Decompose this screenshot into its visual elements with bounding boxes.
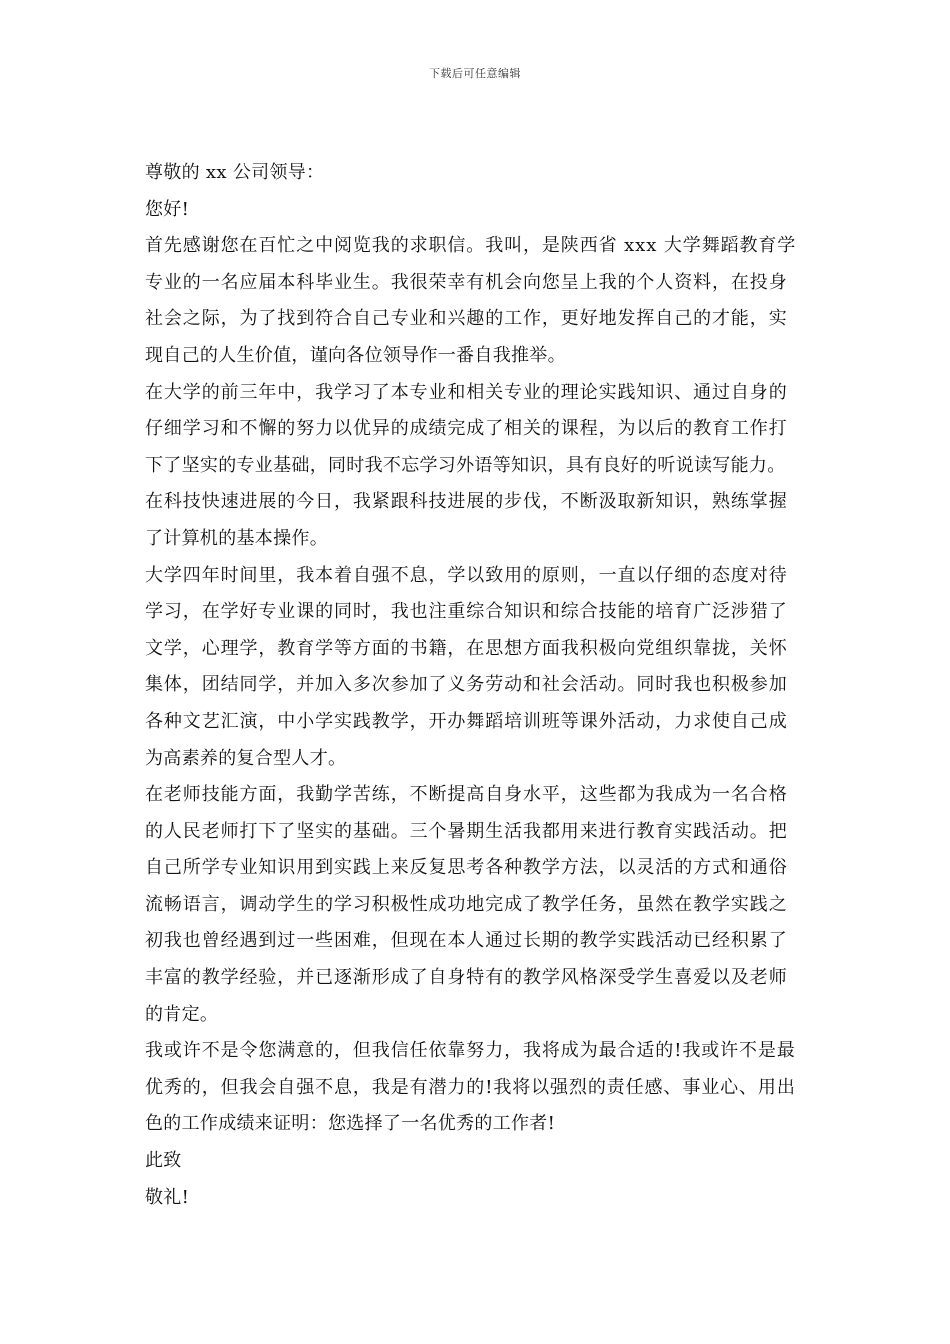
- paragraph-line: 在老师技能方面，我勤学苦练，不断提高自身水平，这些都为我成为一名合格: [145, 784, 788, 806]
- paragraph-line: 在科技快速进展的今日，我紧跟科技进展的步伐，不断汲取新知识，熟练掌握: [145, 491, 788, 513]
- paragraph-line: 自己所学专业知识用到实践上来反复思考各种教学方法，以灵活的方式和通俗: [145, 857, 788, 879]
- greeting: 您好!: [145, 198, 190, 220]
- letter-body: [145, 155, 825, 1216]
- paragraph-line: 为高素养的复合型人才。: [145, 747, 347, 769]
- paragraph-line: 流畅语言，调动学生的学习积极性成功地完成了教学任务，虽然在教学实践之: [145, 893, 788, 915]
- paragraph-line: 学习，在学好专业课的同时，我也注重综合知识和综合技能的培育广泛涉猎了: [145, 601, 788, 623]
- paragraph-intro: [145, 228, 825, 374]
- paragraph-conclusion: [145, 1033, 825, 1143]
- paragraph-line: 在大学的前三年中，我学习了本专业和相关专业的理论实践知识、通过自身的: [145, 381, 788, 403]
- closing: 此致: [145, 1150, 182, 1172]
- paragraph-line: 优秀的，但我会自强不息，我是有潜力的!我将以强烈的责任感、事业心、用出: [145, 1076, 796, 1098]
- paragraph-line: 了计算机的基本操作。: [145, 527, 328, 549]
- paragraph-line: 下了坚实的专业基础，同时我不忘学习外语等知识，具有良好的听说读写能力。: [145, 454, 786, 476]
- header-note: 下载后可任意编辑: [429, 67, 521, 80]
- paragraph-line: 社会之际，为了找到符合自己专业和兴趣的工作，更好地发挥自己的才能，实: [145, 308, 788, 330]
- paragraph-line: 首先感谢您在百忙之中阅览我的求职信。我叫，是陕西省 xxx 大学舞蹈教育学: [145, 235, 797, 257]
- paragraph-line: 现自己的人生价值，谨向各位领导作一番自我推举。: [145, 344, 566, 366]
- paragraph-line: 各种文艺汇演，中小学实践教学，开办舞蹈培训班等课外活动，力求使自己成: [145, 710, 788, 732]
- paragraph-line: 大学四年时间里，我本着自强不息，学以致用的原则，一直以仔细的态度对待: [145, 564, 788, 586]
- paragraph-line: 集体，团结同学，并加入多次参加了义务劳动和社会活动。同时我也积极参加: [145, 674, 788, 696]
- paragraph-line: 初我也曾经遇到过一些困难，但现在本人通过长期的教学实践活动已经积累了: [145, 930, 788, 952]
- paragraph-line: 专业的一名应届本科毕业生。我很荣幸有机会向您呈上我的个人资料，在投身: [145, 271, 788, 293]
- regards: 敬礼!: [145, 1186, 190, 1208]
- paragraph-line: 我或许不是令您满意的，但我信任依靠努力，我将成为最合适的!我或许不是最: [145, 1040, 796, 1062]
- paragraph-university-life: [145, 558, 825, 778]
- paragraph-line: 仔细学习和不懈的努力以优异的成绩完成了相关的课程，为以后的教育工作打: [145, 418, 788, 440]
- paragraph-studies: [145, 375, 825, 558]
- paragraph-teaching-skills: [145, 777, 825, 1033]
- paragraph-line: 文学，心理学，教育学等方面的书籍，在思想方面我积极向党组织靠拢，关怀: [145, 637, 788, 659]
- paragraph-line: 的人民老师打下了坚实的基础。三个暑期生活我都用来进行教育实践活动。把: [145, 820, 788, 842]
- salutation: 尊敬的 xx 公司领导：: [145, 162, 325, 183]
- paragraph-line: 的肯定。: [145, 1003, 219, 1025]
- paragraph-line: 丰富的教学经验，并已逐渐形成了自身特有的教学风格深受学生喜爱以及老师: [145, 967, 788, 989]
- paragraph-line: 色的工作成绩来证明：您选择了一名优秀的工作者!: [145, 1113, 556, 1135]
